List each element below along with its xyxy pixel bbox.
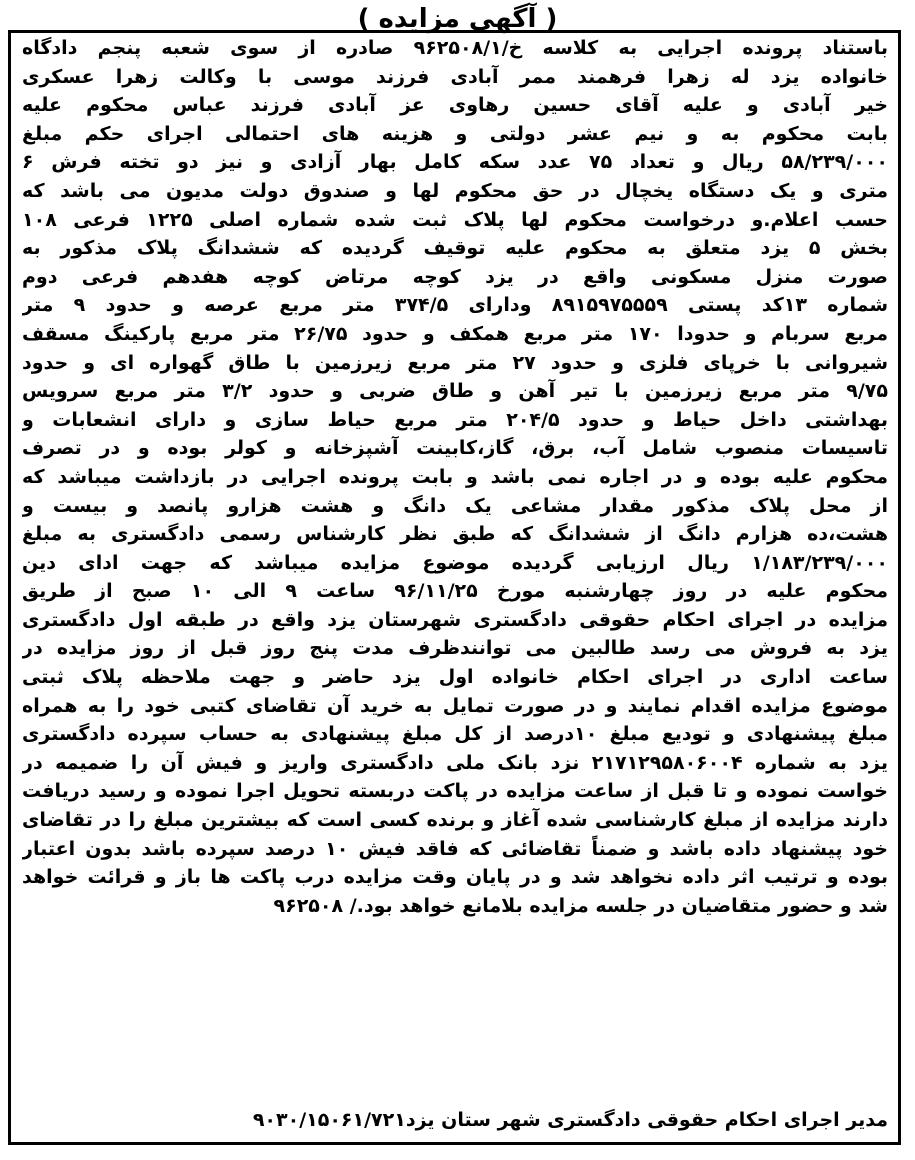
notice-line: شیروانی با خرپای فلزی و حدود ۲۷ متر مربع زیرزمین با طاق گهواره ای و حدود <box>22 351 888 374</box>
notice-line: محکوم علیه در روز چهارشنبه مورخ ۹۶/۱۱/۲۵ ساعت ۹ الی ۱۰ صبح از طریق <box>22 580 888 603</box>
notice-line: هشت،ده هزارم دانگ از ششدانگ که طبق نظر کارشناس رسمی دادگستری به مبلغ <box>22 523 888 546</box>
notice-line: خیر آبادی و علیه آقای حسین رهاوی عز آبادی فرزند عباس محکوم علیه <box>22 94 888 117</box>
notice-line: بابت محکوم به و نیم عشر دولتی و هزینه های احتمالی اجرای حکم مبلغ <box>22 122 888 145</box>
notice-line: بخش ۵ یزد متعلق به محکوم علیه توقیف گردیده که ششدانگ پلاک مذکور به <box>22 237 888 260</box>
notice-line: محکوم علیه بوده و در اجاره نمی باشد و بابت پرونده اجرایی در بازداشت میباشد که <box>22 465 888 488</box>
notice-line: تاسیسات منصوب شامل آب، برق، گاز،کابینت آشپزخانه و کولر بوده و در تصرف <box>22 437 888 460</box>
notice-line: ۵۸/۲۳۹/۰۰۰ ریال و تعداد ۷۵ عدد سکه کامل بهار آزادی و نیز دو تخته فرش ۶ <box>22 151 888 174</box>
notice-line: خود پیشنهاد داده باشد و ضمناً تقاضائی که فاقد فیش ۱۰ درصد سپرده باشد بدون اعتبار <box>22 837 888 860</box>
notice-line: خواست نموده و تا قبل از ساعت مزایده در پاکت دربسته تحویل اجرا نموده و رسید دریافت <box>22 780 888 803</box>
notice-line: دارند مزایده از مبلغ کارشناسی شده آغاز و برنده کسی است که بیشترین مبلغ را در تقاضای <box>22 809 888 832</box>
notice-line: صورت منزل مسکونی واقع در یزد کوچه مرتاض کوچه هفدهم فرعی دوم <box>22 265 888 288</box>
notice-line: مزایده در اجرای احکام حقوقی دادگستری شهرستان یزد واقع در طبقه اول دادگستری <box>22 608 888 631</box>
notice-line: ۱/۱۸۳/۲۳۹/۰۰۰ ریال ارزیابی گردیده موضوع مزایده میباشد که جهت ادای دین <box>22 551 888 574</box>
notice-line: مبلغ پیشنهادی و تودیع مبلغ ۱۰درصد از کل مبلغ پیشنهادی به حساب سپرده دادگستری <box>22 723 888 746</box>
notice-line: یزد به فروش می رسد طالبین می توانندظرف مدت پنج روز قبل از روز مزایده در <box>22 637 888 660</box>
notice-line: مربع سربام و حدودا ۱۷۰ متر مربع همکف و حدود ۲۶/۷۵ متر مربع پارکینگ مسقف <box>22 322 888 345</box>
notice-line: یزد به شماره ۲۱۷۱۲۹۵۸۰۶۰۰۴ نزد بانک ملی دادگستری واریز و فیش آن را ضمیمه در <box>22 751 888 774</box>
notice-body <box>22 34 888 920</box>
notice-line: متری و یک دستگاه یخچال در حق محکوم لها و صندوق دولت مدیون می باشد که <box>22 179 888 202</box>
notice-line: موضوع مزایده اقدام نمایند و در صورت تمایل به خرید آن تقاضای کتبی خود را به همراه <box>22 694 888 717</box>
notice-line: بوده و ترتیب اثر داده نخواهد شد و در پایان وقت مزایده درب پاکت ها باز و قرائت خواهد <box>22 866 888 889</box>
notice-line: حسب اعلام.و درخواست محکوم لها پلاک ثبت شده شماره اصلی ۱۲۲۵ فرعی ۱۰۸ <box>22 208 888 231</box>
notice-line: شد و حضور متقاضیان در جلسه مزایده بلامانع خواهد بود./ ۹۶۲۵۰۸ <box>273 894 888 917</box>
notice-line: ۹/۷۵ متر مربع زیرزمین با تیر آهن و طاق ضربی و حدود ۳/۲ متر مربع سرویس <box>22 380 888 403</box>
notice-signature: مدیر اجرای احکام حقوقی دادگستری شهر ستان یزد۹۰۳۰/۱۵۰۶۱/۷۲۱ <box>252 1109 888 1131</box>
notice-title: ( آگهی مزایده ) <box>357 4 558 34</box>
notice-line: باستناد پرونده اجرایی به کلاسه خ/۹۶۲۵۰۸/۱ صادره از سوی شعبه پنجم دادگاه <box>22 37 888 59</box>
notice-line: بهداشتی داخل حیاط و حدود ۲۰۴/۵ متر مربع حیاط سازی و دارای انشعابات و <box>22 408 888 431</box>
notice-line: شماره ۱۳کد پستی ۸۹۱۵۹۷۵۵۵۹ ودارای ۳۷۴/۵ متر مربع عرصه و حدود ۹ متر <box>22 294 888 317</box>
notice-line: ساعت اداری در اجرای احکام خانواده اول یزد حاضر و جهت ملاحظه پلاک ثبتی <box>22 666 888 689</box>
notice-line: خانواده یزد له زهرا فرهمند ممر آبادی فرزند موسی با وکالت زهرا عسکری <box>22 65 888 88</box>
notice-line: از محل پلاک مذکور مقدار مشاعی یک دانگ و هشت هزارو پانصد و بیست و <box>22 494 888 517</box>
